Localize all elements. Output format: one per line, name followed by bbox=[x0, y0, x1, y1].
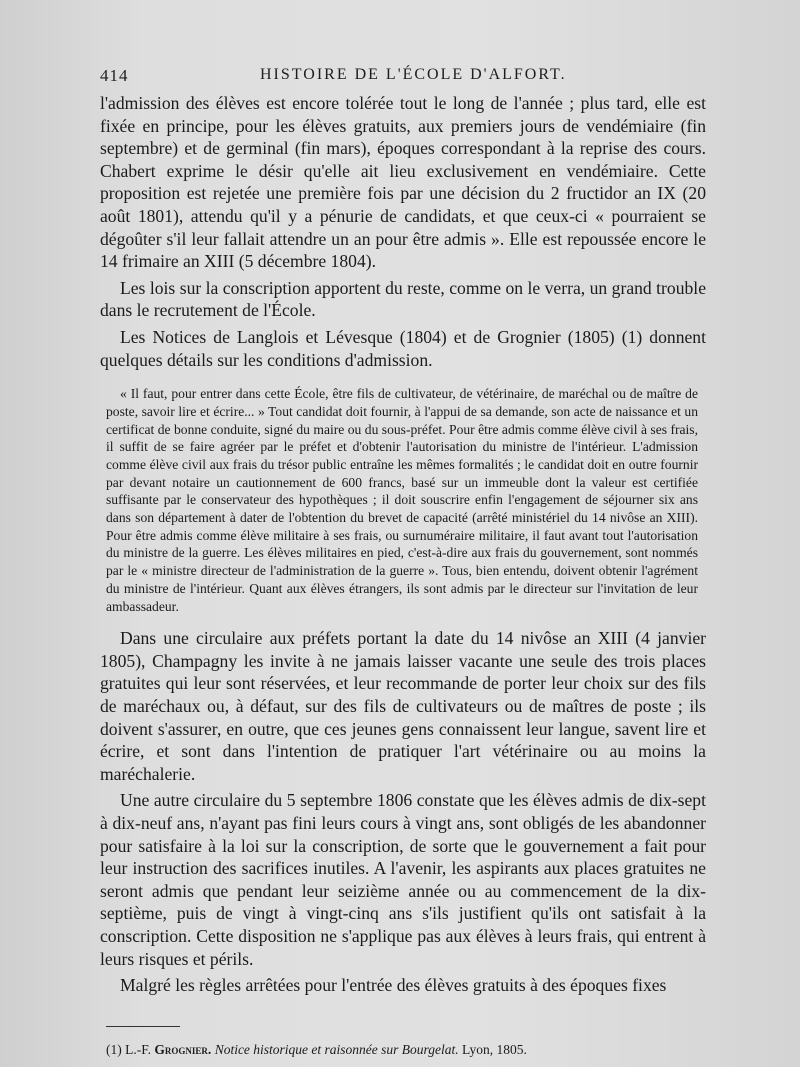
running-title: HISTOIRE DE L'ÉCOLE D'ALFORT. bbox=[260, 66, 567, 83]
footnote bbox=[106, 1042, 726, 1058]
paragraph-3: Les Notices de Langlois et Lévesque (1804) et de Grognier (1805) (1) donnent quelques détails sur les conditions d'admission. bbox=[100, 326, 706, 370]
footnote-author: Grognier. bbox=[154, 1042, 212, 1057]
paragraph-2: Les lois sur la conscription apportent du reste, comme on le verra, un grand trouble dans le recrutement de l'École. bbox=[100, 277, 706, 321]
page-header bbox=[100, 66, 740, 88]
footnote-place-year: Lyon, 1805. bbox=[458, 1042, 527, 1057]
paragraph-6: Malgré les règles arrêtées pour l'entrée des élèves gratuits à des époques fixes bbox=[120, 975, 667, 996]
block-quote: « Il faut, pour entrer dans cette École, être fils de cultivateur, de vétérinaire, de maréchal ou de maître de poste, savoir lire et écrire... » Tout candidat doit fournir, à l'appui de sa demande, son acte de naissance et un certificat de bonne conduite, signé du maire ou du sous-préfet. Pour être admis comme élève civil à ses frais, il suffit de se faire agréer par le préfet et d'obtenir l'autorisation du ministre de l'intérieur. L'admission comme élève civil aux frais du trésor public entraîne les mêmes formalités ; le candidat doit en outre fournir par devant notaire un cautionnement de 600 francs, basé sur un immeuble dont la valeur est certifiée suffisante par le conservateur des hypothèques ; il doit souscrire enfin l'engagement de séjourner six ans dans son département à dater de l'obtention du brevet de capacité (arrêté ministériel du 14 nivôse an XIII). Pour être admis comme élève militaire à ses frais, ou surnuméraire militaire, il faut avant tout l'autorisation du ministre de la guerre. Les élèves militaires en pied, c'est-à-dire aux frais du gouvernement, sont nommés par le « ministre directeur de l'administration de la guerre ». Tous, bien entendu, doivent obtenir l'agrément du ministre de l'intérieur. Quant aux élèves étrangers, ils sont admis par le directeur sur l'invitation de leur ambassadeur. bbox=[106, 386, 698, 614]
footnote-title: Notice historique et raisonnée sur Bourgelat. bbox=[211, 1042, 459, 1057]
footnote-marker: (1) L.-F. bbox=[106, 1042, 155, 1057]
paragraph-4: Dans une circulaire aux préfets portant la date du 14 nivôse an XIII (4 janvier 1805), Champagny les invite à ne jamais laisser vacante une seule des trois places gratuites qui leur sont réservées, et leur recommande de porter leur choix sur des fils de maréchaux ou, à défaut, sur des fils de cultivateurs ou de maîtres de poste ; ils doivent s'assurer, en outre, que ces jeunes gens connaissent leur langue, savent lire et écrire, et sont dans l'intention de pratiquer l'art vétérinaire ou au moins la maréchalerie. bbox=[100, 628, 706, 784]
footnote-rule bbox=[106, 1026, 180, 1027]
page-number: 414 bbox=[100, 66, 129, 85]
paragraph-1: l'admission des élèves est encore tolérée tout le long de l'année ; plus tard, elle est fixée en principe, pour les élèves gratuits, aux premiers jours de vendémiaire (fin septembre) et de germinal (fin mars), époques correspondant à la reprise des cours. Chabert exprime le désir qu'elle ait lieu exclusivement en vendémiaire. Cette proposition est rejetée une première fois par une décision du 2 fructidor an IX (20 août 1801), attendu qu'il y a pénurie de candidats, et que ceux-ci « pourraient se dégoûter s'il leur fallait attendre un an pour être admis ». Elle est repoussée encore le 14 frimaire an XIII (5 décembre 1804). bbox=[100, 93, 706, 272]
page-body bbox=[100, 92, 706, 997]
paragraph-5: Une autre circulaire du 5 septembre 1806 constate que les élèves admis de dix-sept à dix-neuf ans, n'ayant pas fini leurs cours à vingt ans, sont obligés de les abandonner pour satisfaire à la loi sur la conscription, de sorte que le gouvernement a fait pour leur instruction des sacrifices inutiles. A l'avenir, les aspirants aux places gratuites ne seront admis que pendant leur seizième année ou au commencement de la dix-septième, puis de vingt à vingt-cinq ans s'ils justifient qu'ils ont satisfait à la conscription. Cette disposition ne s'applique pas aux élèves à leurs frais, qui entrent à leurs risques et périls. bbox=[100, 790, 706, 969]
